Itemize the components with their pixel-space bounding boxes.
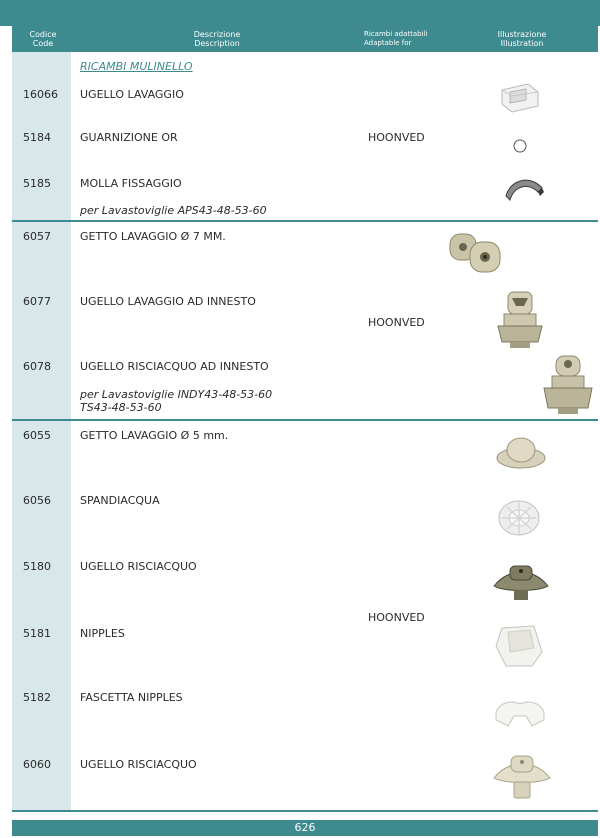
adaptable-for: HOONVED [368,131,425,144]
jet-cap-icon [494,434,548,474]
row-description: GUARNIZIONE OR [80,131,178,144]
adaptable-for: HOONVED [368,611,425,624]
row-description: GETTO LAVAGGIO Ø 7 MM. [80,230,226,243]
section-divider [12,419,598,421]
nozzle-clip-icon [498,80,542,114]
row-code: 6077 [23,295,51,308]
nipple-clamp-icon [492,696,548,730]
rinse-nozzle-large-icon [492,752,552,804]
compatibility-note-line: TS43-48-53-60 [80,401,162,414]
compatibility-note [80,388,272,414]
header-adaptable [364,30,444,48]
row-description: UGELLO RISCIACQUO AD INNESTO [80,360,269,373]
top-band [0,0,600,26]
section-subtitle-link[interactable]: RICAMBI MULINELLO [80,60,193,73]
compatibility-note: per Lavastoviglie APS43-48-53-60 [80,204,267,217]
row-code: 6056 [23,494,51,507]
row-code: 16066 [23,88,58,101]
row-description: UGELLO LAVAGGIO [80,88,184,101]
header-code [18,30,68,48]
row-description: UGELLO RISCIACQUO [80,560,197,573]
header-description [142,30,292,48]
header-illustration-it: Illustrazione [497,30,547,39]
header-code-it: Codice [29,30,57,39]
header-description-it: Descrizione [193,30,241,39]
compatibility-note-line: per Lavastoviglie INDY43-48-53-60 [80,388,273,401]
row-description: SPANDIACQUA [80,494,160,507]
row-code: 6060 [23,758,51,771]
spring-clip-icon [500,170,548,210]
row-code: 5182 [23,691,51,704]
page-number: 626 [294,821,316,834]
spreader-icon [496,498,542,538]
row-code: 5184 [23,131,51,144]
header-illustration [482,30,562,48]
section-divider [12,220,598,222]
row-code: 6078 [23,360,51,373]
row-description: FASCETTA NIPPLES [80,691,183,704]
page-footer [12,820,598,836]
row-code: 5185 [23,177,51,190]
nipple-icon [494,622,546,670]
plug-nozzle-icon [494,288,546,352]
table-header [12,26,598,52]
row-code: 5181 [23,627,51,640]
header-description-en: Description [194,39,240,48]
row-code: 5180 [23,560,51,573]
row-description: MOLLA FISSAGGIO [80,177,182,190]
rinse-nozzle-icon [492,562,550,604]
adaptable-for: HOONVED [368,316,425,329]
row-description: UGELLO RISCIACQUO [80,758,197,771]
header-adaptable-en: Adaptable for [364,39,412,47]
o-ring-icon [512,138,528,154]
row-code: 6055 [23,429,51,442]
double-jet-icon [444,226,514,284]
row-description: UGELLO LAVAGGIO AD INNESTO [80,295,256,308]
header-illustration-en: Illustration [500,39,544,48]
header-code-en: Code [32,39,54,48]
row-description: NIPPLES [80,627,125,640]
row-description: GETTO LAVAGGIO Ø 5 mm. [80,429,229,442]
rinse-plug-nozzle-icon [540,352,596,418]
table-bottom-border [12,810,598,812]
header-adaptable-it: Ricambi adattabili [364,30,428,38]
row-code: 6057 [23,230,51,243]
